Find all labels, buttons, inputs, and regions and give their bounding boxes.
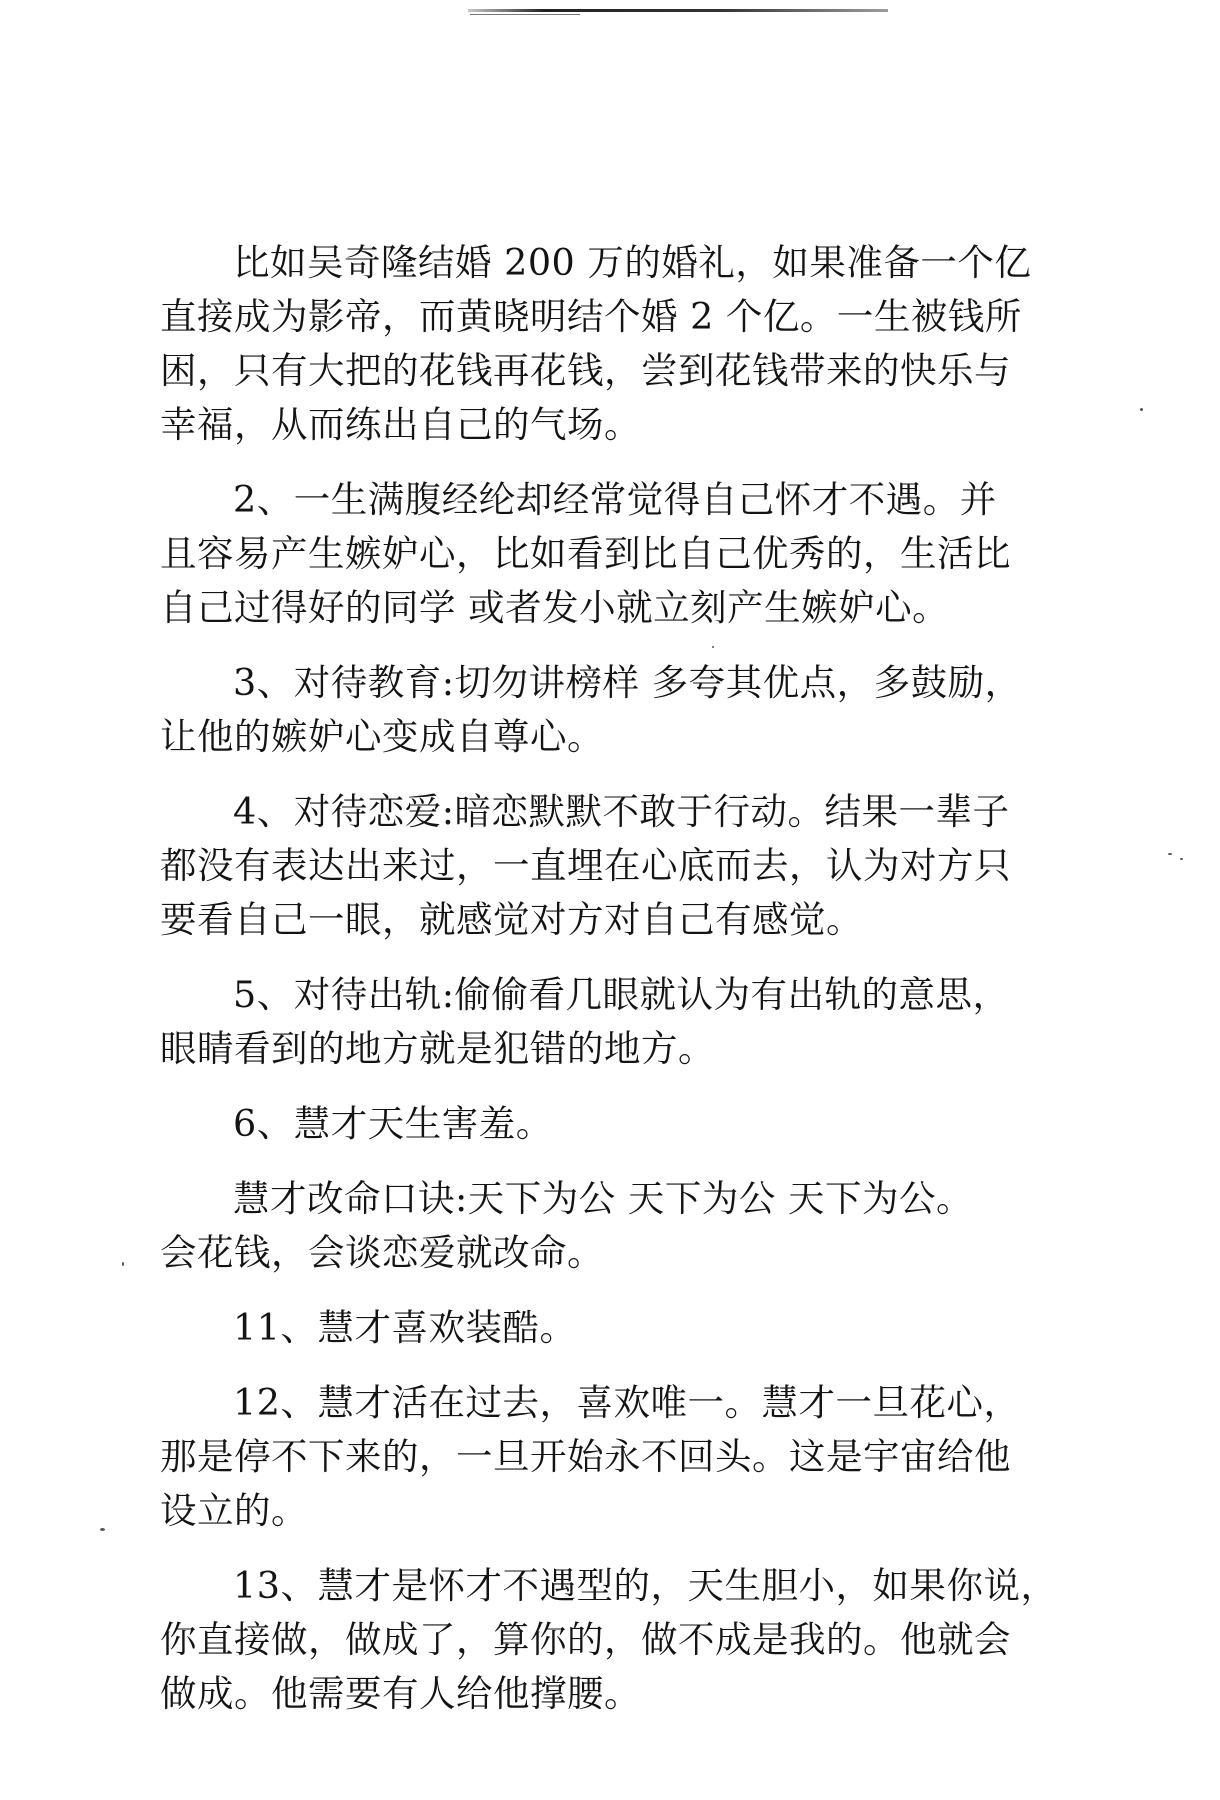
- text-line: 幸福，从而练出自己的气场。: [160, 403, 641, 446]
- paragraph: [160, 1172, 1090, 1280]
- text-line: 困，只有大把的花钱再花钱，尝到花钱带来的快乐与: [160, 349, 1011, 392]
- paragraph: [160, 1376, 1090, 1538]
- text-line: 比如吴奇隆结婚 200 万的婚礼，如果准备一个亿: [233, 241, 1032, 284]
- text-line: 自己过得好的同学 或者发小就立刻产生嫉妒心。: [160, 586, 950, 629]
- scan-speck: [1168, 853, 1172, 855]
- paragraph: [160, 785, 1090, 947]
- scan-speck: [1180, 858, 1183, 860]
- text-line: 会花钱，会谈恋爱就改命。: [160, 1231, 604, 1274]
- paragraph: [160, 1097, 1090, 1151]
- paragraph: [160, 1301, 1090, 1355]
- text-line: 且容易产生嫉妒心，比如看到比自己优秀的，生活比: [160, 532, 1011, 575]
- text-line: 11、慧才喜欢装酷。: [233, 1306, 577, 1349]
- paragraph: [160, 473, 1090, 635]
- paragraph: [160, 656, 1090, 764]
- text-line: 3、对待教育:切勿讲榜样 多夸其优点，多鼓励，: [233, 661, 1022, 704]
- text-line: 做成。他需要有人给他撑腰。: [160, 1672, 641, 1715]
- scan-speck: [1140, 408, 1143, 411]
- top-rule-line: [468, 9, 888, 12]
- text-line: 12、慧才活在过去，喜欢唯一。慧才一旦花心，: [233, 1381, 1021, 1424]
- text-line: 直接成为影帝，而黄晓明结个婚 2 个亿。一生被钱所: [160, 295, 1022, 338]
- top-rule-thin-line: [470, 14, 580, 15]
- text-line: 6、慧才天生害羞。: [233, 1102, 553, 1145]
- text-line: 要看自己一眼，就感觉对方对自己有感觉。: [160, 898, 863, 941]
- text-line: 慧才改命口诀:天下为公 天下为公 天下为公。: [233, 1177, 974, 1220]
- text-line: 13、慧才是怀才不遇型的，天生胆小，如果你说，: [233, 1564, 1058, 1607]
- text-line: 让他的嫉妒心变成自尊心。: [160, 715, 604, 758]
- text-line: 都没有表达出来过，一直埋在心底而去，认为对方只: [160, 844, 1011, 887]
- paragraph: [160, 1559, 1090, 1721]
- text-line: 设立的。: [160, 1489, 308, 1532]
- text-line: 5、对待出轨:偷偷看几眼就认为有出轨的意思，: [233, 973, 1010, 1016]
- text-line: 那是停不下来的，一旦开始永不回头。这是宇宙给他: [160, 1435, 1011, 1478]
- text-line: 2、一生满腹经纶却经常觉得自己怀才不遇。并: [233, 478, 997, 521]
- text-line: 你直接做，做成了，算你的，做不成是我的。他就会: [160, 1618, 1011, 1661]
- document-body: [160, 236, 1090, 1742]
- text-line: 4、对待恋爱:暗恋默默不敢于行动。结果一辈子: [233, 790, 1010, 833]
- text-line: 眼睛看到的地方就是犯错的地方。: [160, 1027, 715, 1070]
- paragraph: [160, 236, 1090, 452]
- paragraph: [160, 968, 1090, 1076]
